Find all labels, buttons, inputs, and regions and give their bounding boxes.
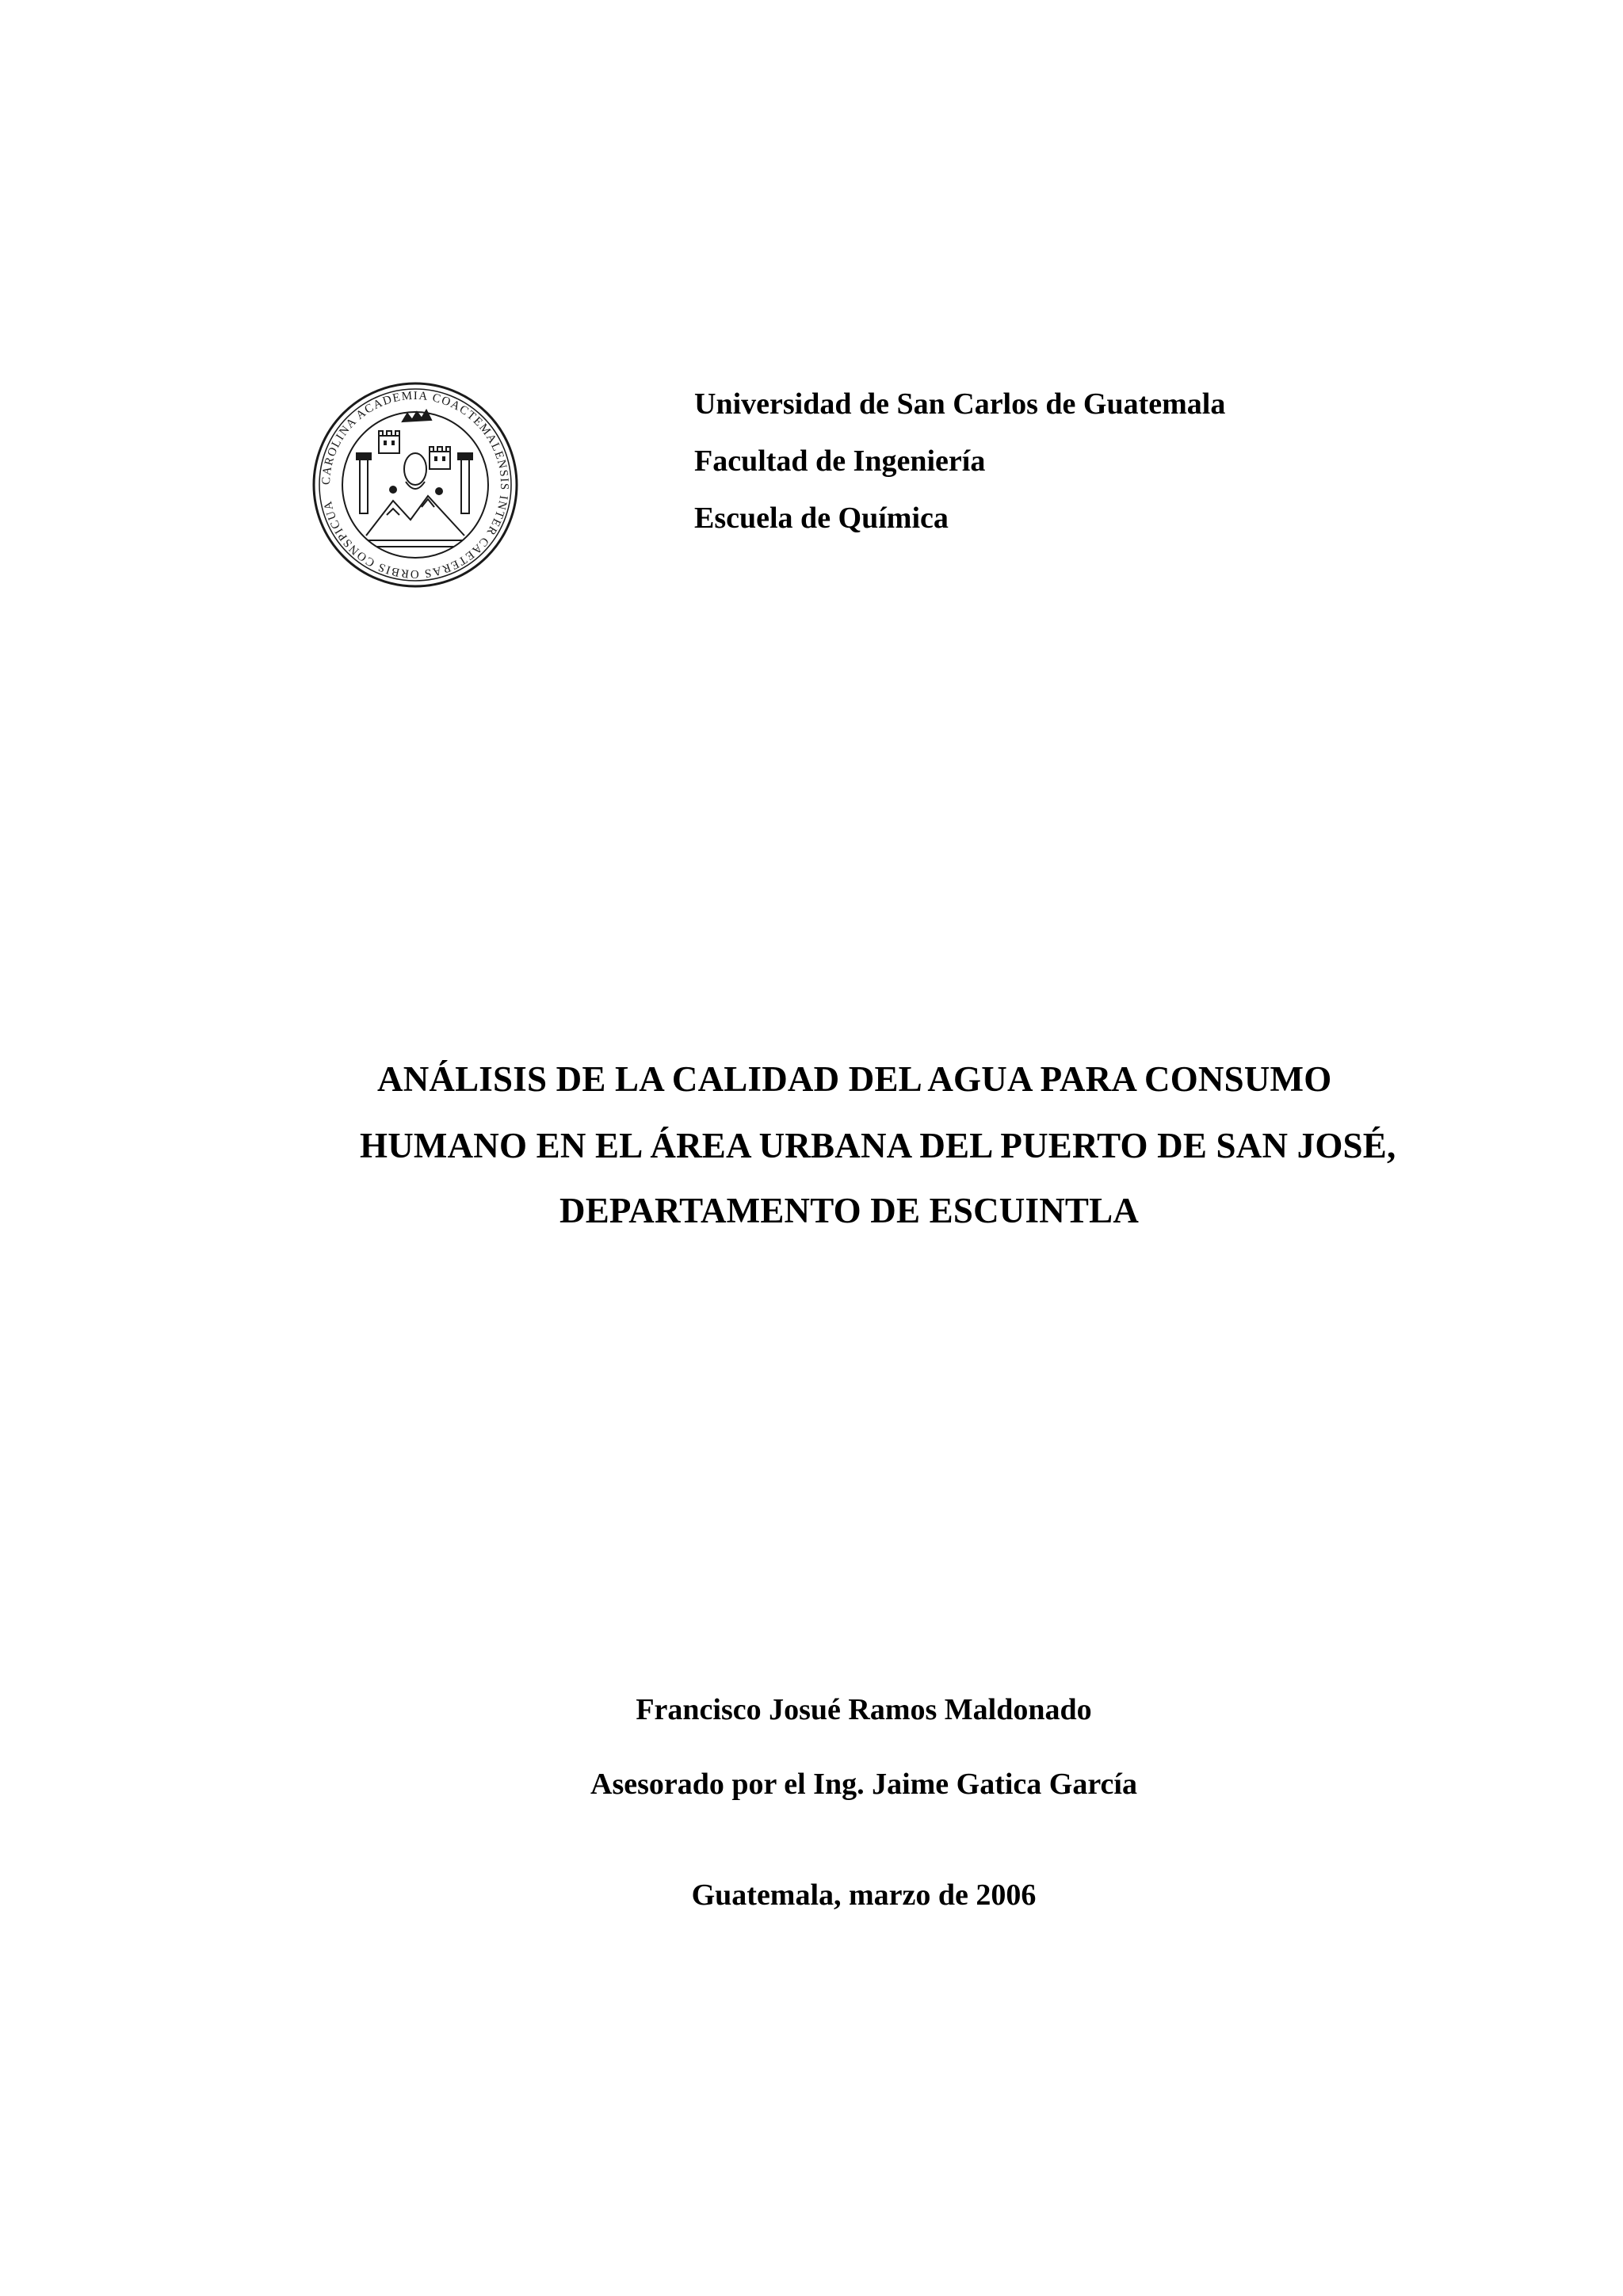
thesis-title-line-2: HUMANO EN EL ÁREA URBANA DEL PUERTO DE SAN JOSÉ,: [360, 1126, 1396, 1165]
seal-motto: CAROLINA ACADEMIA COACTEMALENSIS INTER CAETERAS ORBIS CONSPICUA: [319, 389, 511, 581]
institution-header: [694, 376, 1487, 547]
university-name: Universidad de San Carlos de Guatemala: [694, 387, 1226, 421]
thesis-title-line-1: ANÁLISIS DE LA CALIDAD DEL AGUA PARA CONSUMO: [377, 1059, 1332, 1099]
place-date: Guatemala, marzo de 2006: [691, 1878, 1037, 1912]
advisor-line: Asesorado por el Ing. Jaime Gatica García: [590, 1768, 1137, 1801]
university-seal-icon: [311, 380, 520, 589]
faculty-name: Facultad de Ingeniería: [694, 444, 986, 478]
author-name: Francisco Josué Ramos Maldonado: [636, 1693, 1092, 1726]
thesis-title-line-3: DEPARTAMENTO DE ESCUINTLA: [559, 1191, 1140, 1230]
school-name: Escuela de Química: [694, 502, 949, 535]
